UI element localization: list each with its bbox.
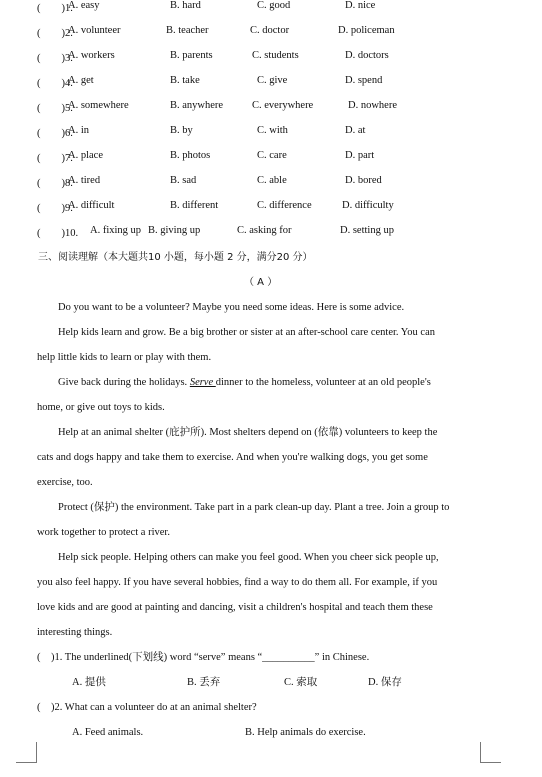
option-b[interactable]: B. different [170, 200, 219, 211]
option-b[interactable]: B. take [170, 75, 200, 86]
option-d[interactable]: D. policeman [338, 25, 395, 36]
paragraph-6-line-3: love kids and are good at painting and dancing, visit a children's hospital and teach them these [37, 602, 433, 613]
option-a[interactable]: A. fixing up [90, 225, 142, 236]
option-a[interactable]: A. volunteer [68, 25, 121, 36]
section-heading: 三、阅读理解（本大题共10 小题，每小题 2 分，满分20 分） [38, 252, 313, 263]
option-c[interactable]: C. care [257, 150, 287, 161]
paragraph-3-line-1 [58, 375, 431, 391]
question-number: ( )2. [37, 28, 73, 39]
page-corner-mark-right [480, 742, 501, 763]
question-number: ( )1. [37, 3, 73, 14]
option-a[interactable]: A. easy [68, 0, 100, 11]
option-d[interactable]: D. difficulty [342, 200, 394, 211]
question-number: ( )7. [37, 153, 73, 164]
paragraph-5-line-1: Protect (保护) the environment. Take part in a park clean-up day. Plant a tree. Join a group to [58, 502, 450, 513]
option-c[interactable]: C. everywhere [252, 100, 314, 111]
option-d[interactable]: D. bored [345, 175, 382, 186]
question-number: ( )9. [37, 203, 73, 214]
cloze-option-row [0, 175, 542, 191]
option-d[interactable]: D. part [345, 150, 375, 161]
cloze-option-row [0, 50, 542, 66]
cloze-option-row [0, 25, 542, 41]
question-1-option-b[interactable]: B. 丢弃 [187, 677, 221, 688]
paragraph-1: Do you want to be a volunteer? Maybe you need some ideas. Here is some advice. [58, 302, 405, 313]
question-2-option-a[interactable]: A. Feed animals. [72, 727, 144, 738]
option-a[interactable]: A. get [68, 75, 94, 86]
cloze-option-row [0, 125, 542, 141]
cloze-option-row [0, 200, 542, 216]
option-d[interactable]: D. setting up [340, 225, 394, 236]
option-c[interactable]: C. give [257, 75, 288, 86]
paragraph-6-line-4: interesting things. [37, 627, 113, 638]
option-d[interactable]: D. nowhere [348, 100, 397, 111]
cloze-option-row [0, 150, 542, 166]
option-a[interactable]: A. place [68, 150, 103, 161]
question-number: ( )4. [37, 78, 73, 89]
paragraph-6-line-1: Help sick people. Helping others can make you feel good. When you cheer sick people up, [58, 552, 439, 563]
p3-post: dinner to the homeless, volunteer at an old people's [215, 377, 431, 388]
question-1-option-a[interactable]: A. 提供 [72, 677, 106, 688]
page-corner-mark-left [16, 742, 37, 763]
option-c[interactable]: C. doctor [250, 25, 290, 36]
paragraph-2-line-2: help little kids to learn or play with them. [37, 352, 212, 363]
option-b[interactable]: B. parents [170, 50, 213, 61]
question-number: ( )8. [37, 178, 73, 189]
option-c[interactable]: C. asking for [237, 225, 292, 236]
cloze-option-row [0, 0, 542, 16]
cloze-option-row [0, 225, 542, 241]
option-a[interactable]: A. workers [68, 50, 115, 61]
question-1-stem: ( )1. The underlined(下划线) word “serve” means “__________” in Chinese. [37, 652, 370, 663]
question-1-option-d[interactable]: D. 保存 [368, 677, 402, 688]
option-b[interactable]: B. giving up [148, 225, 201, 236]
option-d[interactable]: D. doctors [345, 50, 389, 61]
paragraph-4-line-2: cats and dogs happy and take them to exercise. And when you're walking dogs, you get some [37, 452, 428, 463]
option-b[interactable]: B. by [170, 125, 193, 136]
paragraph-5-line-2: work together to protect a river. [37, 527, 170, 538]
option-b[interactable]: B. photos [170, 150, 211, 161]
paragraph-4-line-1: Help at an animal shelter (庇护所). Most shelters depend on (依靠) volunteers to keep the [58, 427, 438, 438]
option-b[interactable]: B. sad [170, 175, 197, 186]
option-b[interactable]: B. teacher [166, 25, 209, 36]
question-2-option-b[interactable]: B. Help animals do exercise. [245, 727, 366, 738]
option-b[interactable]: B. hard [170, 0, 201, 11]
cloze-option-row [0, 75, 542, 91]
passage-label: （ A ） [244, 277, 278, 288]
paragraph-4-line-3: exercise, too. [37, 477, 93, 488]
question-number: ( )10. [37, 228, 79, 239]
cloze-option-row [0, 100, 542, 116]
option-a[interactable]: A. difficult [68, 200, 115, 211]
option-c[interactable]: C. able [257, 175, 287, 186]
option-c[interactable]: C. difference [257, 200, 312, 211]
question-number: ( )6. [37, 128, 73, 139]
option-c[interactable]: C. good [257, 0, 291, 11]
question-1-option-c[interactable]: C. 索取 [284, 677, 318, 688]
question-2-stem: ( )2. What can a volunteer do at an animal shelter? [37, 702, 257, 713]
p3-pre: Give back during the holidays. [58, 377, 190, 388]
paragraph-2-line-1: Help kids learn and grow. Be a big brother or sister at an after-school care center. You can [58, 327, 435, 338]
option-d[interactable]: D. nice [345, 0, 376, 11]
question-number: ( )3. [37, 53, 73, 64]
option-c[interactable]: C. with [257, 125, 288, 136]
paragraph-6-line-2: you also feel happy. If you have several hobbies, find a way to do them all. For example, if you [37, 577, 438, 588]
question-number: ( )5. [37, 103, 73, 114]
option-a[interactable]: A. tired [68, 175, 101, 186]
option-a[interactable]: A. in [68, 125, 89, 136]
option-c[interactable]: C. students [252, 50, 299, 61]
underlined-word-serve: Serve [189, 377, 216, 388]
option-a[interactable]: A. somewhere [68, 100, 129, 111]
option-d[interactable]: D. at [345, 125, 366, 136]
option-b[interactable]: B. anywhere [170, 100, 224, 111]
paragraph-3-line-2: home, or give out toys to kids. [37, 402, 165, 413]
option-d[interactable]: D. spend [345, 75, 383, 86]
